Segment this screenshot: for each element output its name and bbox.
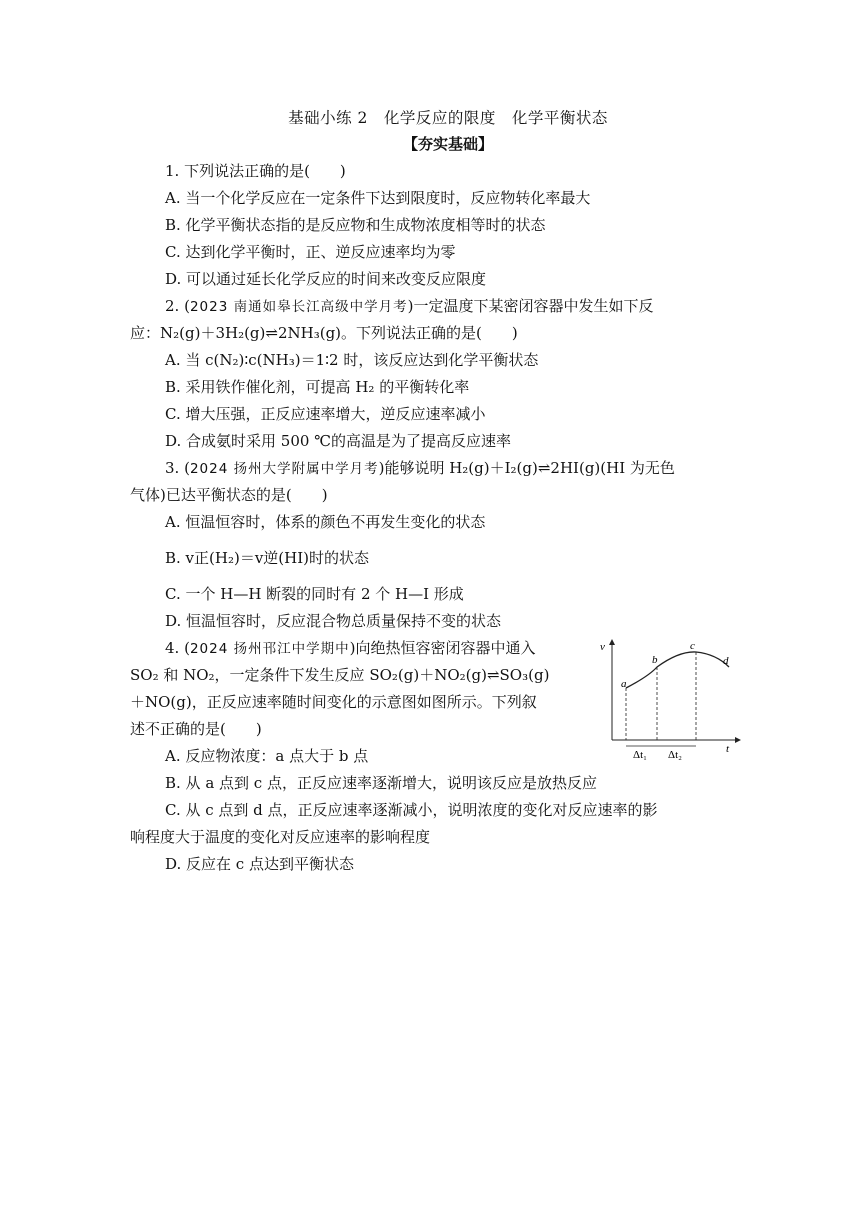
q2-stem-tail: )一定温度下某密闭容器中发生如下反 [407, 297, 654, 315]
point-a-label: a [621, 678, 627, 690]
q3-stem-tail: )能够说明 H₂(g)＋I₂(g)⇌2HI(g)(HI 为无色 [378, 459, 675, 477]
section-heading: 【夯实基础】 [402, 135, 493, 153]
q1-option-d: D. 可以通过延长化学反应的时间来改变反应限度 [165, 270, 487, 288]
q1-option-b: B. 化学平衡状态指的是反应物和生成物浓度相等时的状态 [165, 216, 546, 234]
q2-stem-line2: 应：N₂(g)＋3H₂(g)⇌2NH₃(g)。下列说法正确的是( ) [130, 324, 518, 342]
q4-stem-tail: )向绝热恒容密闭容器中通入 [349, 639, 536, 657]
q1-option-a: A. 当一个化学反应在一定条件下达到限度时，反应物转化率最大 [165, 189, 591, 207]
q2-option-b: B. 采用铁作催化剂，可提高 H₂ 的平衡转化率 [165, 378, 470, 396]
q4-stem [165, 638, 535, 659]
q4-stem-line3: ＋NO(g)，正反应速率随时间变化的示意图如图所示。下列叙 [130, 693, 537, 711]
point-b-label: b [652, 654, 658, 666]
q4-stem-line2: SO₂ 和 NO₂，一定条件下发生反应 SO₂(g)＋NO₂(g)⇌SO₃(g) [130, 666, 550, 684]
q2-number: 2. ( [165, 297, 190, 315]
q4-option-c-line1: C. 从 c 点到 d 点，正反应速率逐渐减小，说明浓度的变化对反应速率的影 [165, 801, 658, 819]
q3-source: 2024 扬州大学附属中学月考 [189, 461, 379, 477]
q3-number: 3. ( [165, 459, 190, 477]
rate-curve [626, 652, 729, 688]
q4-stem-line4: 述不正确的是( ) [130, 720, 262, 738]
q3-option-b: B. v正(H₂)＝v逆(HI)时的状态 [165, 549, 370, 567]
q2-option-d: D. 合成氨时采用 500 ℃的高温是为了提高反应速率 [165, 432, 511, 450]
x-axis-label: t [726, 743, 730, 755]
y-axis-label: v [600, 641, 605, 653]
q2-option-a: A. 当 c(N₂)∶c(NH₃)＝1∶2 时，该反应达到化学平衡状态 [165, 351, 539, 369]
page-title: 基础小练 2 化学反应的限度 化学平衡状态 [288, 109, 608, 127]
q3-stem [165, 458, 675, 479]
q3-stem-line2: 气体)已达平衡状态的是( ) [130, 486, 328, 504]
rate-time-graph [594, 636, 744, 764]
q2-source: 2023 南通如皋长江高级中学月考 [189, 299, 408, 315]
q1-stem: 1. 下列说法正确的是( ) [165, 162, 346, 180]
q4-source: 2024 扬州邗江中学期中 [189, 641, 350, 657]
interval2-label: Δt₂ [668, 749, 682, 761]
q2-option-c: C. 增大压强，正反应速率增大，逆反应速率减小 [165, 405, 486, 423]
q3-option-d: D. 恒温恒容时，反应混合物总质量保持不变的状态 [165, 612, 502, 630]
q4-option-b: B. 从 a 点到 c 点，正反应速率逐渐增大，说明该反应是放热反应 [165, 774, 597, 792]
q3-option-c: C. 一个 H—H 断裂的同时有 2 个 H—I 形成 [165, 585, 464, 603]
q3-option-a: A. 恒温恒容时，体系的颜色不再发生变化的状态 [165, 513, 486, 531]
q4-option-c-line2: 响程度大于温度的变化对反应速率的影响程度 [130, 828, 431, 846]
q4-number: 4. ( [165, 639, 190, 657]
q4-option-a: A. 反应物浓度：a 点大于 b 点 [165, 747, 369, 765]
point-c-label: c [690, 640, 695, 652]
point-d-label: d [723, 655, 729, 667]
q1-option-c: C. 达到化学平衡时，正、逆反应速率均为零 [165, 243, 456, 261]
q4-option-d: D. 反应在 c 点达到平衡状态 [165, 855, 354, 873]
interval1-label: Δt₁ [633, 749, 647, 761]
q2-stem [165, 296, 653, 317]
